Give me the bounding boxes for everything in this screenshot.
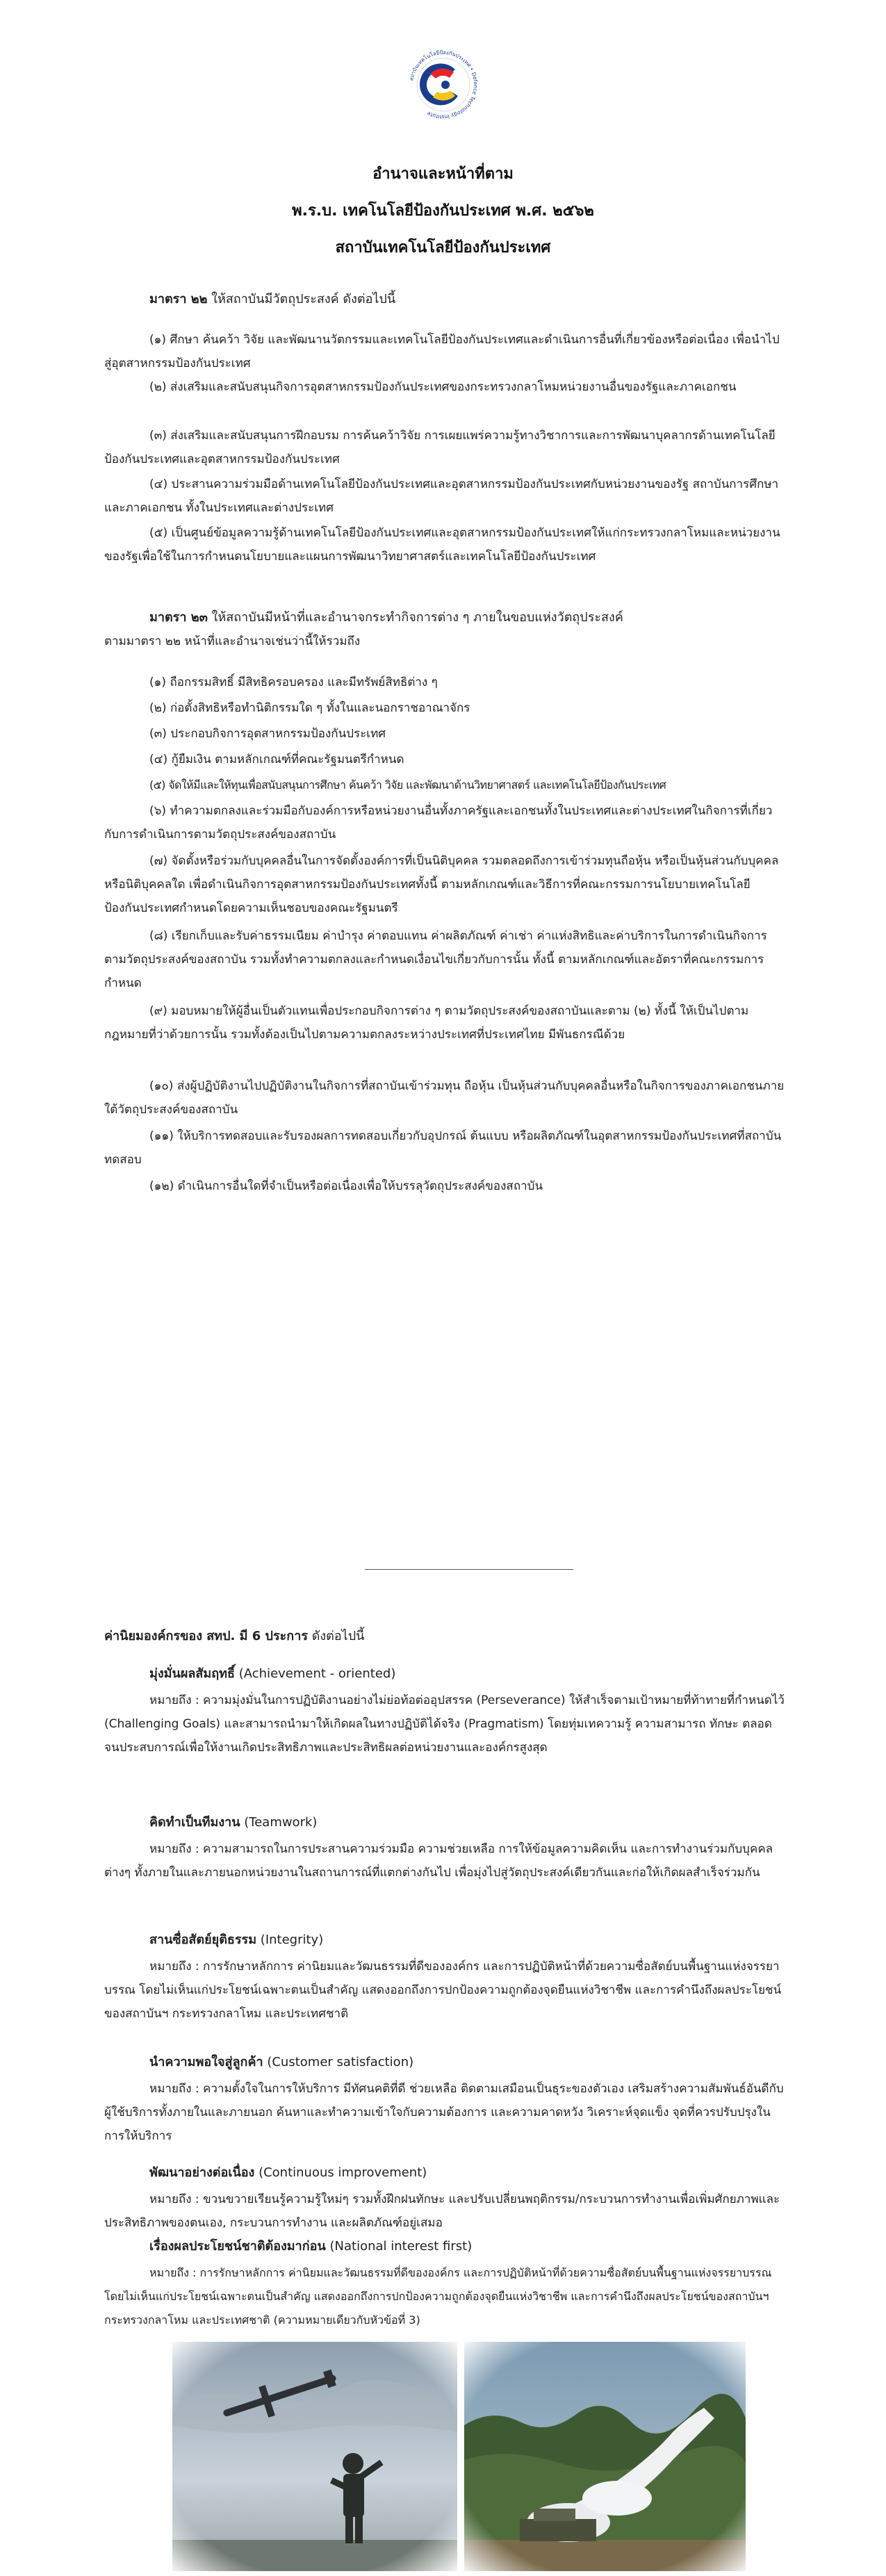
value-title: พัฒนาอย่างต่อเนื่อง (Continuous improvement): [149, 2165, 427, 2180]
svg-text:สถาบันเทคโนโลยีป้องกันประเทศ •: สถาบันเทคโนโลยีป้องกันประเทศ • Defence Technology Institute: [408, 49, 479, 121]
section-divider: [365, 1569, 573, 1570]
section23-item: (๓) ประกอบกิจการอุตสาหกรรมป้องกันประเทศ: [149, 727, 386, 741]
section23-item: (๕) จัดให้มีและให้ทุนเพื่อสนับสนุนการศึกษา ค้นคว้า วิจัย และพัฒนาด้านวิทยาศาสตร์ และเทคโนโลยีป้องกันประเทศ: [149, 778, 666, 791]
section23-item: (๑๑) ให้บริการทดสอบและรับรองผลการทดสอบเกี่ยวกับอุปกรณ์ ต้นแบบ หรือผลิตภัณฑ์ในอุตสาหกรรมป้องกันประเทศที่สถาบันทดสอบ: [104, 1129, 782, 1167]
section23-heading: มาตรา ๒๓ ให้สถาบันมีหน้าที่และอำนาจกระทำกิจการต่าง ๆ ภายในขอบแห่งวัตถุประสงค์: [149, 610, 623, 625]
value-title: มุ่งมั่นผลสัมฤทธิ์ (Achievement - oriented): [149, 1666, 396, 1681]
section23-heading-cont: ตามมาตรา ๒๒ หน้าที่และอำนาจเช่นว่านี้ให้รวมถึง: [104, 634, 361, 648]
section23-item: (๙) มอบหมายให้ผู้อื่นเป็นตัวแทนเพื่อประกอบกิจการต่าง ๆ ตามวัตถุประสงค์ของสถาบันและตาม (๒) ทั้งนี้ ให้เป็นไปตามกฎหมายที่ว่าด้วยการนั้น รวมทั้งต้องเป็นไปตามความตกลงระหว่างประเทศที่ประเทศไทย มีพันธกรณีด้วย: [104, 1004, 749, 1042]
section23-item: (๑) ถือกรรมสิทธิ์ มีสิทธิครอบครอง และมีทรัพย์สิทธิต่าง ๆ: [149, 675, 438, 689]
value-body: หมายถึง : การรักษาหลักการ ค่านิยมและวัฒนธรรมที่ดีขององค์กร และการปฏิบัติหน้าที่ด้วยความซื่อสัตย์บนพื้นฐานแห่งจรรยาบรรณ โดยไม่เห็นแก่ประโยชน์เฉพาะตนเป็นสำคัญ แสดงออกถึงการปกป้องความถูกต้องจุดยืนแห่งวิชาชีพ และการคำนึงถึงผลประโยชน์ของสถาบันฯ กระทรวงกลาโหม และประเทศชาติ: [104, 1960, 782, 2021]
section22-item: (๔) ประสานความร่วมมือด้านเทคโนโลยีป้องกันประเทศและอุตสาหกรรมป้องกันประเทศกับหน่วยงานของรัฐ สถาบันการศึกษา และภาคเอกชน ทั้งในประเทศและต่างประเทศ: [104, 477, 779, 515]
value-body: หมายถึง : ความตั้งใจในการให้บริการ มีทัศนคติที่ดี ช่วยเหลือ ติดตามเสมือนเป็นธุระของตัวเอง เสริมสร้างความสัมพันธ์อันดีกับผู้ใช้บริการทั้งภายในและภายนอก ค้นหาและทำความเข้าใจกับความต้องการ และความคาดหวัง วิเคราะห์จุดแข็ง จุดที่ควรปรับปรุงในการให้บริการ: [104, 2082, 784, 2143]
section23-item: (๑๐) ส่งผู้ปฏิบัติงานไปปฏิบัติงานในกิจการที่สถาบันเข้าร่วมทุน ถือหุ้น เป็นหุ้นส่วนกับบุคคลอื่นหรือในกิจการของภาคเอกชนภายใต้วัตถุประสงค์ของสถาบัน: [104, 1079, 785, 1117]
section22-item: (๑) ศึกษา ค้นคว้า วิจัย และพัฒนานวัตกรรมและเทคโนโลยีป้องกันประเทศและดำเนินการอื่นที่เกี่ยวข้องหรือต่อเนื่อง เพื่อนำไปสู่อุตสาหกรรมป้องกันประเทศ: [104, 333, 780, 370]
page-title-line3: สถาบันเทคโนโลยีป้องกันประเทศ: [335, 239, 551, 256]
dti-logo-icon: [405, 42, 482, 132]
value-title: เรื่องผลประโยชน์ชาติต้องมาก่อน (National interest first): [149, 2239, 473, 2254]
value-body: หมายถึง : ขวนขวายเรียนรู้ความรู้ใหม่ๆ รวมทั้งฝึกฝนทักษะ และปรับเปลี่ยนพฤติกรรม/กระบวนการทำงานเพื่อเพิ่มศักยภาพและประสิทธิภาพของตนเอง, กระบวนการทำงาน และผลิตภัณฑ์อยู่เสมอ: [104, 2192, 780, 2230]
page-title-line1: อำนาจและหน้าที่ตาม: [372, 165, 514, 183]
section23-item: (๒) ก่อตั้งสิทธิหรือทำนิติกรรมใด ๆ ทั้งในและนอกราชอาณาจักร: [149, 701, 470, 715]
value-body: หมายถึง : ความมุ่งมั่นในการปฏิบัติงานอย่างไม่ย่อท้อต่ออุปสรรค (Perseverance) ให้สำเร็จตามเป้าหมายที่ท้าทายที่กำหนดไว้ (Challenging Goals) และสามารถนำมาให้เกิดผลในทางปฏิบัติได้จริง (Pragmatism) โดยทุ่มเทความรู้ ความสามารถ ทักษะ ตลอดจนประสบการณ์เพื่อให้งานเกิดประสิทธิภาพและประสิทธิผลต่อหน่วยงานและองค์กรสูงสุด: [104, 1693, 785, 1755]
rocket-launch-photo: [464, 2342, 746, 2571]
value-title: คิดทำเป็นทีมงาน (Teamwork): [149, 1815, 318, 1830]
value-body: หมายถึง : การรักษาหลักการ ค่านิยมและวัฒนธรรมที่ดีขององค์กร และการปฏิบัติหน้าที่ด้วยความซื่อสัตย์บนพื้นฐานแห่งจรรยาบรรณ โดยไม่เห็นแก่ประโยชน์เฉพาะตนเป็นสำคัญ แสดงออกถึงการปกป้องความถูกต้องจุดยืนแห่งวิชาชีพ และการคำนึงถึงผลประโยชน์ของสถาบันฯ กระทรวงกลาโหม และประเทศชาติ (ความหมายเดียวกับหัวข้อที่ 3): [104, 2266, 772, 2327]
section23-item: (๖) ทำความตกลงและร่วมมือกับองค์การหรือหน่วยงานอื่นทั้งภาครัฐและเอกชนทั้งในประเทศและต่างประเทศในกิจการที่เกี่ยวกับการดำเนินการตามวัตถุประสงค์ของสถาบัน: [104, 804, 773, 842]
section23-item: (๑๒) ดำเนินการอื่นใดที่จำเป็นหรือต่อเนื่องเพื่อให้บรรลุวัตถุประสงค์ของสถาบัน: [149, 1179, 543, 1193]
section22-heading: มาตรา ๒๒ ให้สถาบันมีวัตถุประสงค์ ดังต่อไปนี้: [149, 292, 396, 306]
section22-item: (๓) ส่งเสริมและสนับสนุนการฝึกอบรม การค้นคว้าวิจัย การเผยแพร่ความรู้ทางวิชาการและการพัฒนาบุคลากรด้านเทคโนโลยีป้องกันประเทศและอุตสาหกรรมป้องกันประเทศ: [104, 429, 776, 466]
section22-item: (๒) ส่งเสริมและสนับสนุนกิจการอุตสาหกรรมป้องกันประเทศของกระทรวงกลาโหมหน่วยงานอื่นของรัฐและภาคเอกชน: [149, 380, 737, 394]
value-title: สานซื่อสัตย์ยุติธรรม (Integrity): [149, 1933, 324, 1947]
section22-item: (๕) เป็นศูนย์ข้อมูลความรู้ด้านเทคโนโลยีป้องกันประเทศและอุตสาหกรรมป้องกันประเทศให้แก่กระทรวงกลาโหมและหน่วยงานของรัฐเพื่อใช้ในการกำหนดนโยบายและแผนการพัฒนาวิทยาศาสตร์และเทคโนโลยีป้องกันประเทศ: [104, 526, 780, 564]
drone-launch-photo: [172, 2342, 457, 2571]
section23-item: (๗) จัดตั้งหรือร่วมกับบุคคลอื่นในการจัดตั้งองค์การที่เป็นนิติบุคคล รวมตลอดถึงการเข้าร่วมทุนถือหุ้น หรือเป็นหุ้นส่วนกับบุคคลหรือนิติบุคคลใด เพื่อดำเนินกิจการอุตสาหกรรมป้องกันประเทศทั้งนี้ ตามหลักเกณฑ์และวิธีการที่คณะกรรมการนโยบายเทคโนโลยีป้องกันประเทศกำหนดโดยความเห็นชอบของคณะรัฐมนตรี: [104, 854, 779, 915]
section23-item: (๘) เรียกเก็บและรับค่าธรรมเนียม ค่าบำรุง ค่าตอบแทน ค่าผลิตภัณฑ์ ค่าเช่า ค่าแห่งสิทธิและค่าบริการในการดำเนินกิจการตามวัตถุประสงค์ของสถาบัน รวมทั้งทำความตกลงและกำหนดเงื่อนไขเกี่ยวกับการนั้น ทั้งนี้ ตามหลักเกณฑ์และอัตราที่คณะกรรมการกำหนด: [104, 929, 767, 990]
values-heading: ค่านิยมองค์กรของ สทป. มี 6 ประการ ดังต่อไปนี้: [104, 1629, 365, 1643]
value-title: นำความพอใจสู่ลูกค้า (Customer satisfaction): [149, 2055, 414, 2069]
section23-item: (๔) กู้ยืมเงิน ตามหลักเกณฑ์ที่คณะรัฐมนตรีกำหนด: [149, 753, 404, 766]
value-body: หมายถึง : ความสามารถในการประสานความร่วมมือ ความช่วยเหลือ การให้ข้อมูลความคิดเห็น และการทำงานร่วมกับบุคคลต่างๆ ทั้งภายในและภายนอกหน่วยงานในสถานการณ์ที่แตกต่างกันไป เพื่อมุ่งไปสู่วัตถุประสงค์เดียวกันและก่อให้เกิดผลสำเร็จร่วมกัน: [104, 1842, 773, 1880]
page-title-line2: พ.ร.บ. เทคโนโลยีป้องกันประเทศ พ.ศ. ๒๕๖๒: [292, 202, 594, 220]
